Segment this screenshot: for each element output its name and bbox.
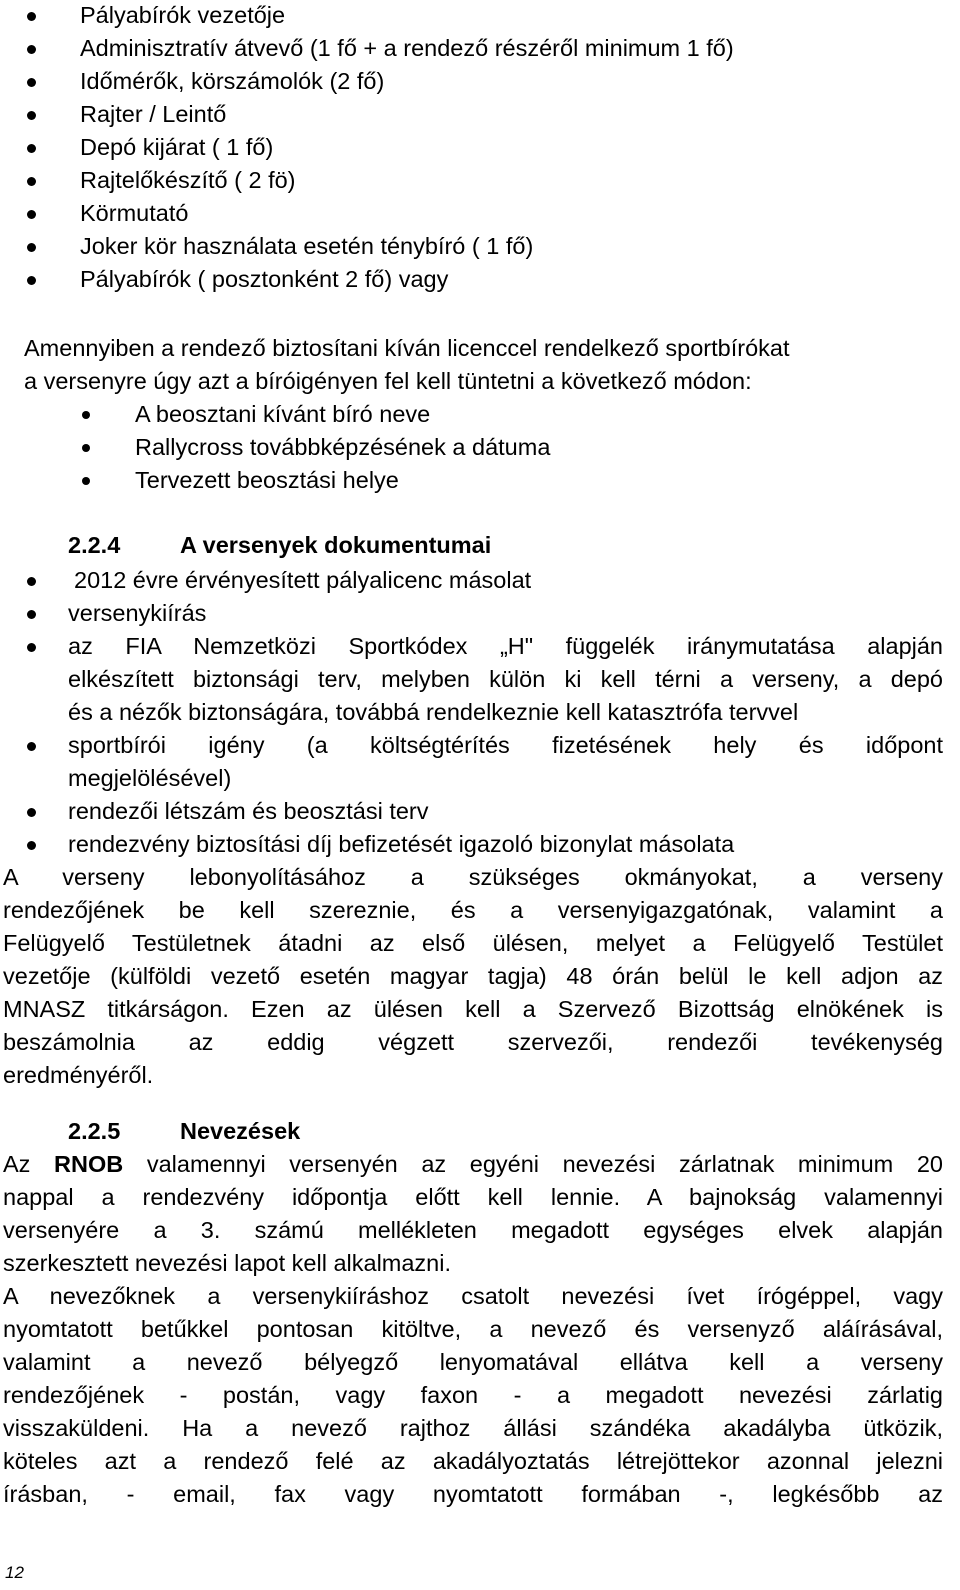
- list-item: Pályabírók vezetője: [80, 2, 286, 28]
- bullet-icon: [27, 78, 36, 87]
- list-item: Pályabírók ( posztonként 2 fő) vagy: [80, 266, 449, 292]
- text-run: valamennyi versenyén az egyéni nevezési zárlatnak minimum 20: [123, 1151, 943, 1177]
- list-item-line: elkészített biztonsági terv, melyben külön ki kell térni a verseny, a depó: [68, 666, 943, 692]
- paragraph-line: írásban, - email, fax vagy nyomtatott formában -, legkésőbb az: [3, 1481, 943, 1507]
- bullet-icon: [27, 177, 36, 186]
- list-item: Időmérők, körszámolók (2 fő): [80, 68, 385, 94]
- list-item: Rallycross továbbképzésének a dátuma: [135, 434, 551, 460]
- paragraph-line: nyomtatott betűkkel pontosan kitöltve, a nevező és versenyző aláírásával,: [3, 1316, 943, 1342]
- list-item: 2012 évre érvényesített pályalicenc másolat: [74, 567, 532, 593]
- bullet-icon: [27, 742, 36, 751]
- paragraph-line: a versenyre úgy azt a bíróigényen fel kell tüntetni a következő módon:: [24, 368, 752, 394]
- list-item-line: megjelölésével): [68, 765, 232, 791]
- list-item: rendezvény biztosítási díj befizetését igazoló bizonylat másolata: [68, 831, 735, 857]
- list-item: Rajtelőkészítő ( 2 fö): [80, 167, 296, 193]
- list-item: Depó kijárat ( 1 fő): [80, 134, 274, 160]
- paragraph-line: Felügyelő Testületnek átadni az első ülésen, melyet a Felügyelő Testület: [3, 930, 943, 956]
- paragraph-line: vezetője (külföldi vezető esetén magyar tagja) 48 órán belül le kell adjon az: [3, 963, 943, 989]
- paragraph-line: szerkesztett nevezési lapot kell alkalmazni.: [3, 1250, 452, 1276]
- bullet-icon: [27, 243, 36, 252]
- bullet-icon: [27, 841, 36, 850]
- paragraph-line: köteles azt a rendező felé az akadályoztatás létrejöttekor azonnal jelezni: [3, 1448, 943, 1474]
- section-title: A versenyek dokumentumai: [180, 532, 492, 558]
- bullet-icon: [27, 610, 36, 619]
- list-item: Adminisztratív átvevő (1 fő + a rendező részéről minimum 1 fő): [80, 35, 734, 61]
- list-item-line: sportbírói igény (a költségtérítés fizetésének hely és időpont: [68, 732, 943, 758]
- bullet-icon: [27, 12, 36, 21]
- paragraph-line: Amennyiben a rendező biztosítani kíván licenccel rendelkező sportbírókat: [24, 335, 790, 361]
- paragraph-line: nappal a rendezvény időpontja előtt kell lennie. A bajnokság valamennyi: [3, 1184, 943, 1210]
- list-item: Tervezett beosztási helye: [135, 467, 399, 493]
- paragraph-line: beszámolnia az eddig végzett szervezői, rendezői tevékenység: [3, 1029, 943, 1055]
- list-item: rendezői létszám és beosztási terv: [68, 798, 429, 824]
- paragraph-line: versenyére a 3. számú mellékleten megadott egységes elvek alapján: [3, 1217, 943, 1243]
- list-item: Joker kör használata esetén ténybíró ( 1 fő): [80, 233, 534, 259]
- bullet-icon: [82, 477, 90, 485]
- page-number: 12: [5, 1563, 24, 1582]
- bullet-icon: [27, 45, 36, 54]
- list-item: Rajter / Leintő: [80, 101, 227, 127]
- paragraph-line: A verseny lebonyolításához a szükséges okmányokat, a verseny: [3, 864, 943, 890]
- list-item-line: az FIA Nemzetközi Sportkódex „H" függelék iránymutatása alapján: [68, 633, 943, 659]
- bullet-icon: [27, 276, 36, 285]
- paragraph-line: visszaküldeni. Ha a nevező rajthoz állási szándéka akadályba ütközik,: [3, 1415, 943, 1441]
- bullet-icon: [82, 411, 90, 419]
- section-title: Nevezések: [180, 1118, 301, 1144]
- paragraph-line: valamint a nevező bélyegző lenyomatával ellátva kell a verseny: [3, 1349, 943, 1375]
- bullet-icon: [82, 444, 90, 452]
- bullet-icon: [27, 144, 36, 153]
- paragraph-line: [3, 1149, 943, 1179]
- bullet-icon: [27, 577, 36, 586]
- paragraph-line: MNASZ titkárságon. Ezen az ülésen kell a Szervező Bizottság elnökének is: [3, 996, 943, 1022]
- paragraph-line: rendezőjének - postán, vagy faxon - a megadott nevezési zárlatig: [3, 1382, 943, 1408]
- paragraph-line: rendezőjének be kell szereznie, és a versenyigazgatónak, valamint a: [3, 897, 943, 923]
- list-item-line: és a nézők biztonságára, továbbá rendelkeznie kell katasztrófa tervvel: [68, 699, 799, 725]
- text-run: Az: [3, 1151, 55, 1177]
- section-number: 2.2.4: [68, 532, 121, 558]
- bullet-icon: [27, 111, 36, 120]
- list-item: versenykiírás: [68, 600, 207, 626]
- bullet-icon: [27, 643, 36, 652]
- bullet-icon: [27, 210, 36, 219]
- bullet-icon: [27, 808, 36, 817]
- paragraph-line: A nevezőknek a versenykiíráshoz csatolt nevezési ívet írógéppel, vagy: [3, 1283, 943, 1309]
- list-item: Körmutató: [80, 200, 189, 226]
- paragraph-line: eredményéről.: [3, 1062, 154, 1088]
- list-item: A beosztani kívánt bíró neve: [135, 401, 431, 427]
- rnob-term: RNOB: [54, 1151, 124, 1177]
- section-number: 2.2.5: [68, 1118, 121, 1144]
